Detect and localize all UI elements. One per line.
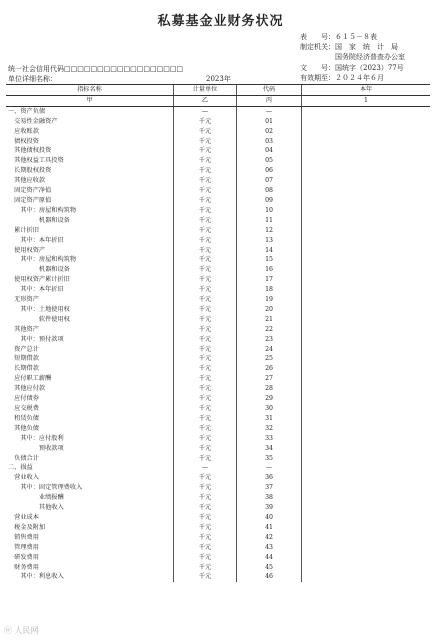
- value-cell[interactable]: [302, 533, 431, 543]
- unit-cell: 千元: [174, 216, 237, 226]
- value-cell[interactable]: [302, 176, 431, 186]
- code-cell: 35: [237, 454, 302, 464]
- code-cell: 37: [237, 483, 302, 493]
- code-cell: 39: [237, 503, 302, 513]
- table-row: [6, 404, 430, 414]
- table-row: [6, 196, 430, 206]
- document-number: 文 号：国统字（2023）77号: [300, 64, 404, 72]
- table-row: [6, 513, 430, 523]
- header-code: 代码: [237, 85, 302, 96]
- unit-cell: 千元: [174, 196, 237, 206]
- table-row: [6, 394, 430, 404]
- indicator-name: 其中：利息收入: [8, 573, 64, 581]
- value-cell[interactable]: [302, 473, 431, 483]
- indicator-name: 税金及附加: [8, 523, 46, 531]
- unit-cell: 千元: [174, 186, 237, 196]
- code-cell: 36: [237, 473, 302, 483]
- indicator-name: 资产总计: [8, 345, 39, 353]
- indicator-name: 其中：本年折旧: [8, 236, 64, 244]
- indicator-name: 负债合计: [8, 454, 39, 462]
- unit-cell: 千元: [174, 127, 237, 137]
- unit-cell: 千元: [174, 156, 237, 166]
- table-row: [6, 354, 430, 364]
- value-cell[interactable]: [302, 226, 431, 236]
- value-cell[interactable]: [302, 345, 431, 355]
- authority-line-1: 制定机关：国 家 统 计 局: [300, 43, 398, 51]
- value-cell[interactable]: [302, 444, 431, 454]
- value-cell[interactable]: [302, 216, 431, 226]
- value-cell[interactable]: [302, 513, 431, 523]
- value-cell[interactable]: [302, 325, 431, 335]
- value-cell[interactable]: [302, 384, 431, 394]
- unit-cell: 千元: [174, 483, 237, 493]
- indicator-name: 其他收入: [8, 504, 64, 512]
- financial-table: [6, 84, 430, 582]
- value-cell[interactable]: [302, 196, 431, 206]
- table-row: [6, 444, 430, 454]
- table-row: [6, 146, 430, 156]
- unit-cell: 千元: [174, 503, 237, 513]
- table-row: [6, 543, 430, 553]
- code-cell: 21: [237, 315, 302, 325]
- indicator-name: 研发费用: [8, 553, 39, 561]
- indicator-name: 其他应收款: [8, 177, 46, 185]
- indicator-name: 销售费用: [8, 533, 39, 541]
- table-row: [6, 137, 430, 147]
- table-row: [6, 206, 430, 216]
- unit-cell: 千元: [174, 404, 237, 414]
- code-cell: 28: [237, 384, 302, 394]
- indicator-name: 业绩报酬: [8, 494, 64, 502]
- value-cell[interactable]: [302, 146, 431, 156]
- table-row: [6, 216, 430, 226]
- code-cell: 10: [237, 206, 302, 216]
- unit-cell: 千元: [174, 325, 237, 335]
- code-cell: 40: [237, 513, 302, 523]
- table-row: [6, 176, 430, 186]
- code-cell: 18: [237, 285, 302, 295]
- value-cell[interactable]: [302, 572, 431, 582]
- value-cell[interactable]: [302, 206, 431, 216]
- unit-cell: 千元: [174, 563, 237, 573]
- code-cell: 06: [237, 166, 302, 176]
- table-row: [6, 285, 430, 295]
- table-row: [6, 127, 430, 137]
- header-indicator-name: 指标名称: [6, 85, 174, 96]
- table-row: [6, 156, 430, 166]
- indicator-name: 其他应付款: [8, 385, 46, 393]
- unit-cell: 千元: [174, 394, 237, 404]
- indicator-name: 应收账款: [8, 127, 39, 135]
- table-number: 表 号：６１５－８表: [300, 33, 377, 41]
- unit-cell: 千元: [174, 354, 237, 364]
- unit-cell: 千元: [174, 513, 237, 523]
- indicator-name: 其中：本年折旧: [8, 286, 64, 294]
- code-cell: 01: [237, 117, 302, 127]
- unit-cell: 千元: [174, 226, 237, 236]
- value-cell[interactable]: [302, 156, 431, 166]
- code-cell: 11: [237, 216, 302, 226]
- code-cell: 22: [237, 325, 302, 335]
- unit-cell: 千元: [174, 146, 237, 156]
- indicator-name: 租赁负债: [8, 414, 39, 422]
- table-row: [6, 553, 430, 563]
- table-row: [6, 325, 430, 335]
- indicator-name: 债权投资: [8, 137, 39, 145]
- unit-cell: 千元: [174, 434, 237, 444]
- value-cell[interactable]: [302, 246, 431, 256]
- code-cell: 16: [237, 265, 302, 275]
- value-cell[interactable]: [302, 166, 431, 176]
- indicator-name: 应付债券: [8, 395, 39, 403]
- unit-cell: 千元: [174, 305, 237, 315]
- code-cell: 04: [237, 146, 302, 156]
- code-cell: —: [237, 106, 302, 116]
- value-cell[interactable]: [302, 127, 431, 137]
- indicator-name: 一、资产负债: [8, 107, 46, 115]
- report-year: 2023年: [206, 75, 231, 83]
- table-row: [6, 572, 430, 582]
- indicator-name: 营业成本: [8, 513, 39, 521]
- unit-cell: 千元: [174, 473, 237, 483]
- table-row: [6, 374, 430, 384]
- table-row: [6, 523, 430, 533]
- value-cell[interactable]: [302, 335, 431, 345]
- table-row: [6, 335, 430, 345]
- unit-cell: 千元: [174, 345, 237, 355]
- value-cell[interactable]: [302, 186, 431, 196]
- indicator-name: 营业收入: [8, 474, 39, 482]
- indicator-name: 长期借款: [8, 365, 39, 373]
- subheader-c: 丙: [237, 95, 302, 106]
- table-row: [6, 236, 430, 246]
- indicator-name: 其他负债: [8, 424, 39, 432]
- table-row: [6, 463, 430, 473]
- code-cell: 27: [237, 374, 302, 384]
- indicator-name: 其中：固定管理费收入: [8, 484, 83, 492]
- authority-line-2: 国务院经济普查办公室: [300, 53, 405, 61]
- value-cell[interactable]: [302, 285, 431, 295]
- table-row: [6, 305, 430, 315]
- unit-cell: 千元: [174, 493, 237, 503]
- indicator-name: 其中：土地使用权: [8, 305, 70, 313]
- code-cell: 26: [237, 364, 302, 374]
- unit-cell: 千元: [174, 137, 237, 147]
- indicator-name: 其他权益工具投资: [8, 157, 64, 165]
- indicator-name: 固定资产原值: [8, 196, 52, 204]
- table-row: [6, 255, 430, 265]
- value-cell[interactable]: [302, 255, 431, 265]
- value-cell[interactable]: [302, 493, 431, 503]
- value-cell[interactable]: [302, 106, 431, 116]
- unit-cell: 千元: [174, 236, 237, 246]
- code-cell: 43: [237, 543, 302, 553]
- indicator-name: 其中：应付股利: [8, 434, 64, 442]
- value-cell[interactable]: [302, 424, 431, 434]
- subheader-1: 1: [302, 95, 431, 106]
- table-row: [6, 563, 430, 573]
- unit-cell: 千元: [174, 424, 237, 434]
- indicator-name: 二、损益: [8, 464, 33, 472]
- value-cell[interactable]: [302, 236, 431, 246]
- value-cell[interactable]: [302, 374, 431, 384]
- subheader-a: 甲: [6, 95, 174, 106]
- unit-name-field[interactable]: 单位详细名称：: [8, 75, 57, 83]
- code-cell: 42: [237, 533, 302, 543]
- indicator-name: 应付职工薪酬: [8, 375, 52, 383]
- value-cell[interactable]: [302, 454, 431, 464]
- code-cell: 38: [237, 493, 302, 503]
- table-row: [6, 265, 430, 275]
- unit-cell: 千元: [174, 533, 237, 543]
- indicator-name: 其中：预付款项: [8, 335, 64, 343]
- unit-cell: 千元: [174, 206, 237, 216]
- indicator-name: 使用权资产累计折旧: [8, 276, 70, 284]
- indicator-name: 财务费用: [8, 563, 39, 571]
- value-cell[interactable]: [302, 503, 431, 513]
- code-cell: 20: [237, 305, 302, 315]
- table-row: [6, 295, 430, 305]
- indicator-name: 其中：房屋和构筑物: [8, 206, 77, 214]
- code-cell: 14: [237, 246, 302, 256]
- unit-cell: 千元: [174, 255, 237, 265]
- value-cell[interactable]: [302, 117, 431, 127]
- table-row: [6, 473, 430, 483]
- unit-cell: —: [174, 106, 237, 116]
- table-row: [6, 483, 430, 493]
- code-cell: 09: [237, 196, 302, 206]
- watermark: ⓦ 人民网: [4, 626, 39, 635]
- table-row: [6, 117, 430, 127]
- value-cell[interactable]: [302, 523, 431, 533]
- table-row: [6, 275, 430, 285]
- unit-cell: 千元: [174, 285, 237, 295]
- value-cell[interactable]: [302, 483, 431, 493]
- code-cell: 33: [237, 434, 302, 444]
- code-cell: 44: [237, 553, 302, 563]
- unit-cell: 千元: [174, 553, 237, 563]
- unit-cell: 千元: [174, 166, 237, 176]
- table-row: [6, 503, 430, 513]
- table-row: [6, 434, 430, 444]
- code-cell: 25: [237, 354, 302, 364]
- unit-cell: 千元: [174, 384, 237, 394]
- code-cell: 17: [237, 275, 302, 285]
- table-row: [6, 106, 430, 116]
- value-cell[interactable]: [302, 364, 431, 374]
- indicator-name: 其他资产: [8, 325, 39, 333]
- code-cell: 02: [237, 127, 302, 137]
- code-cell: 46: [237, 572, 302, 582]
- table-row: [6, 364, 430, 374]
- value-cell[interactable]: [302, 463, 431, 473]
- code-cell: 19: [237, 295, 302, 305]
- subheader-b: 乙: [174, 95, 237, 106]
- unit-cell: 千元: [174, 374, 237, 384]
- table-row: [6, 533, 430, 543]
- credit-code-field[interactable]: 统一社会信用代码□□□□□□□□□□□□□□□□□□: [8, 65, 184, 73]
- header-this-year: 本年: [302, 85, 431, 96]
- value-cell[interactable]: [302, 305, 431, 315]
- code-cell: 41: [237, 523, 302, 533]
- indicator-name: 短期借款: [8, 355, 39, 363]
- code-cell: 08: [237, 186, 302, 196]
- table-row: [6, 315, 430, 325]
- unit-cell: 千元: [174, 265, 237, 275]
- indicator-name: 管理费用: [8, 543, 39, 551]
- unit-cell: 千元: [174, 117, 237, 127]
- code-cell: 05: [237, 156, 302, 166]
- table-row: [6, 384, 430, 394]
- value-cell[interactable]: [302, 394, 431, 404]
- value-cell[interactable]: [302, 553, 431, 563]
- table-row: [6, 493, 430, 503]
- table-row: [6, 414, 430, 424]
- table-row: [6, 166, 430, 176]
- unit-cell: 千元: [174, 572, 237, 582]
- table-row: [6, 186, 430, 196]
- table-row: [6, 226, 430, 236]
- value-cell[interactable]: [302, 354, 431, 364]
- code-cell: 15: [237, 255, 302, 265]
- form-title: 私募基金业财务状况: [157, 14, 284, 29]
- value-cell[interactable]: [302, 137, 431, 147]
- value-cell[interactable]: [302, 563, 431, 573]
- unit-cell: 千元: [174, 335, 237, 345]
- table-row: [6, 424, 430, 434]
- indicator-name: 应交税费: [8, 405, 39, 412]
- code-cell: 03: [237, 137, 302, 147]
- unit-cell: 千元: [174, 295, 237, 305]
- indicator-name: 机器和设备: [8, 266, 70, 274]
- unit-cell: 千元: [174, 454, 237, 464]
- unit-cell: 千元: [174, 176, 237, 186]
- indicator-name: 固定资产净值: [8, 187, 52, 195]
- indicator-name: 软件使用权: [8, 315, 70, 323]
- table-row: [6, 345, 430, 355]
- unit-cell: 千元: [174, 543, 237, 553]
- unit-cell: 千元: [174, 246, 237, 256]
- header-unit: 计量单位: [174, 85, 237, 96]
- code-cell: 31: [237, 414, 302, 424]
- code-cell: 45: [237, 563, 302, 573]
- indicator-name: 其他债权投资: [8, 147, 52, 155]
- value-cell[interactable]: [302, 295, 431, 305]
- indicator-name: 机器和设备: [8, 216, 70, 224]
- indicator-name: 长期股权投资: [8, 167, 52, 175]
- code-cell: 34: [237, 444, 302, 454]
- table-row: [6, 246, 430, 256]
- indicator-name: 累计折旧: [8, 226, 39, 234]
- unit-cell: 千元: [174, 523, 237, 533]
- unit-cell: 千元: [174, 275, 237, 285]
- code-cell: 24: [237, 345, 302, 355]
- code-cell: 30: [237, 404, 302, 414]
- value-cell[interactable]: [302, 404, 431, 414]
- unit-cell: 千元: [174, 315, 237, 325]
- indicator-name: 其中：房屋和构筑物: [8, 256, 77, 264]
- valid-until: 有效期至：２０２４年６月: [300, 74, 384, 82]
- indicator-name: 交易性金融资产: [8, 117, 58, 125]
- value-cell[interactable]: [302, 414, 431, 424]
- code-cell: 23: [237, 335, 302, 345]
- indicator-name: 无形资产: [8, 296, 39, 304]
- indicator-name: 预收款项: [8, 444, 64, 452]
- code-cell: 12: [237, 226, 302, 236]
- code-cell: 32: [237, 424, 302, 434]
- unit-cell: 千元: [174, 414, 237, 424]
- value-cell[interactable]: [302, 275, 431, 285]
- indicator-name: 使用权资产: [8, 246, 46, 254]
- value-cell[interactable]: [302, 543, 431, 553]
- code-cell: —: [237, 463, 302, 473]
- value-cell[interactable]: [302, 434, 431, 444]
- table-body: [6, 106, 430, 582]
- value-cell[interactable]: [302, 265, 431, 275]
- table-row: [6, 454, 430, 464]
- unit-cell: 千元: [174, 444, 237, 454]
- code-cell: 07: [237, 176, 302, 186]
- code-cell: 29: [237, 394, 302, 404]
- unit-cell: —: [174, 463, 237, 473]
- unit-cell: 千元: [174, 364, 237, 374]
- code-cell: 13: [237, 236, 302, 246]
- value-cell[interactable]: [302, 315, 431, 325]
